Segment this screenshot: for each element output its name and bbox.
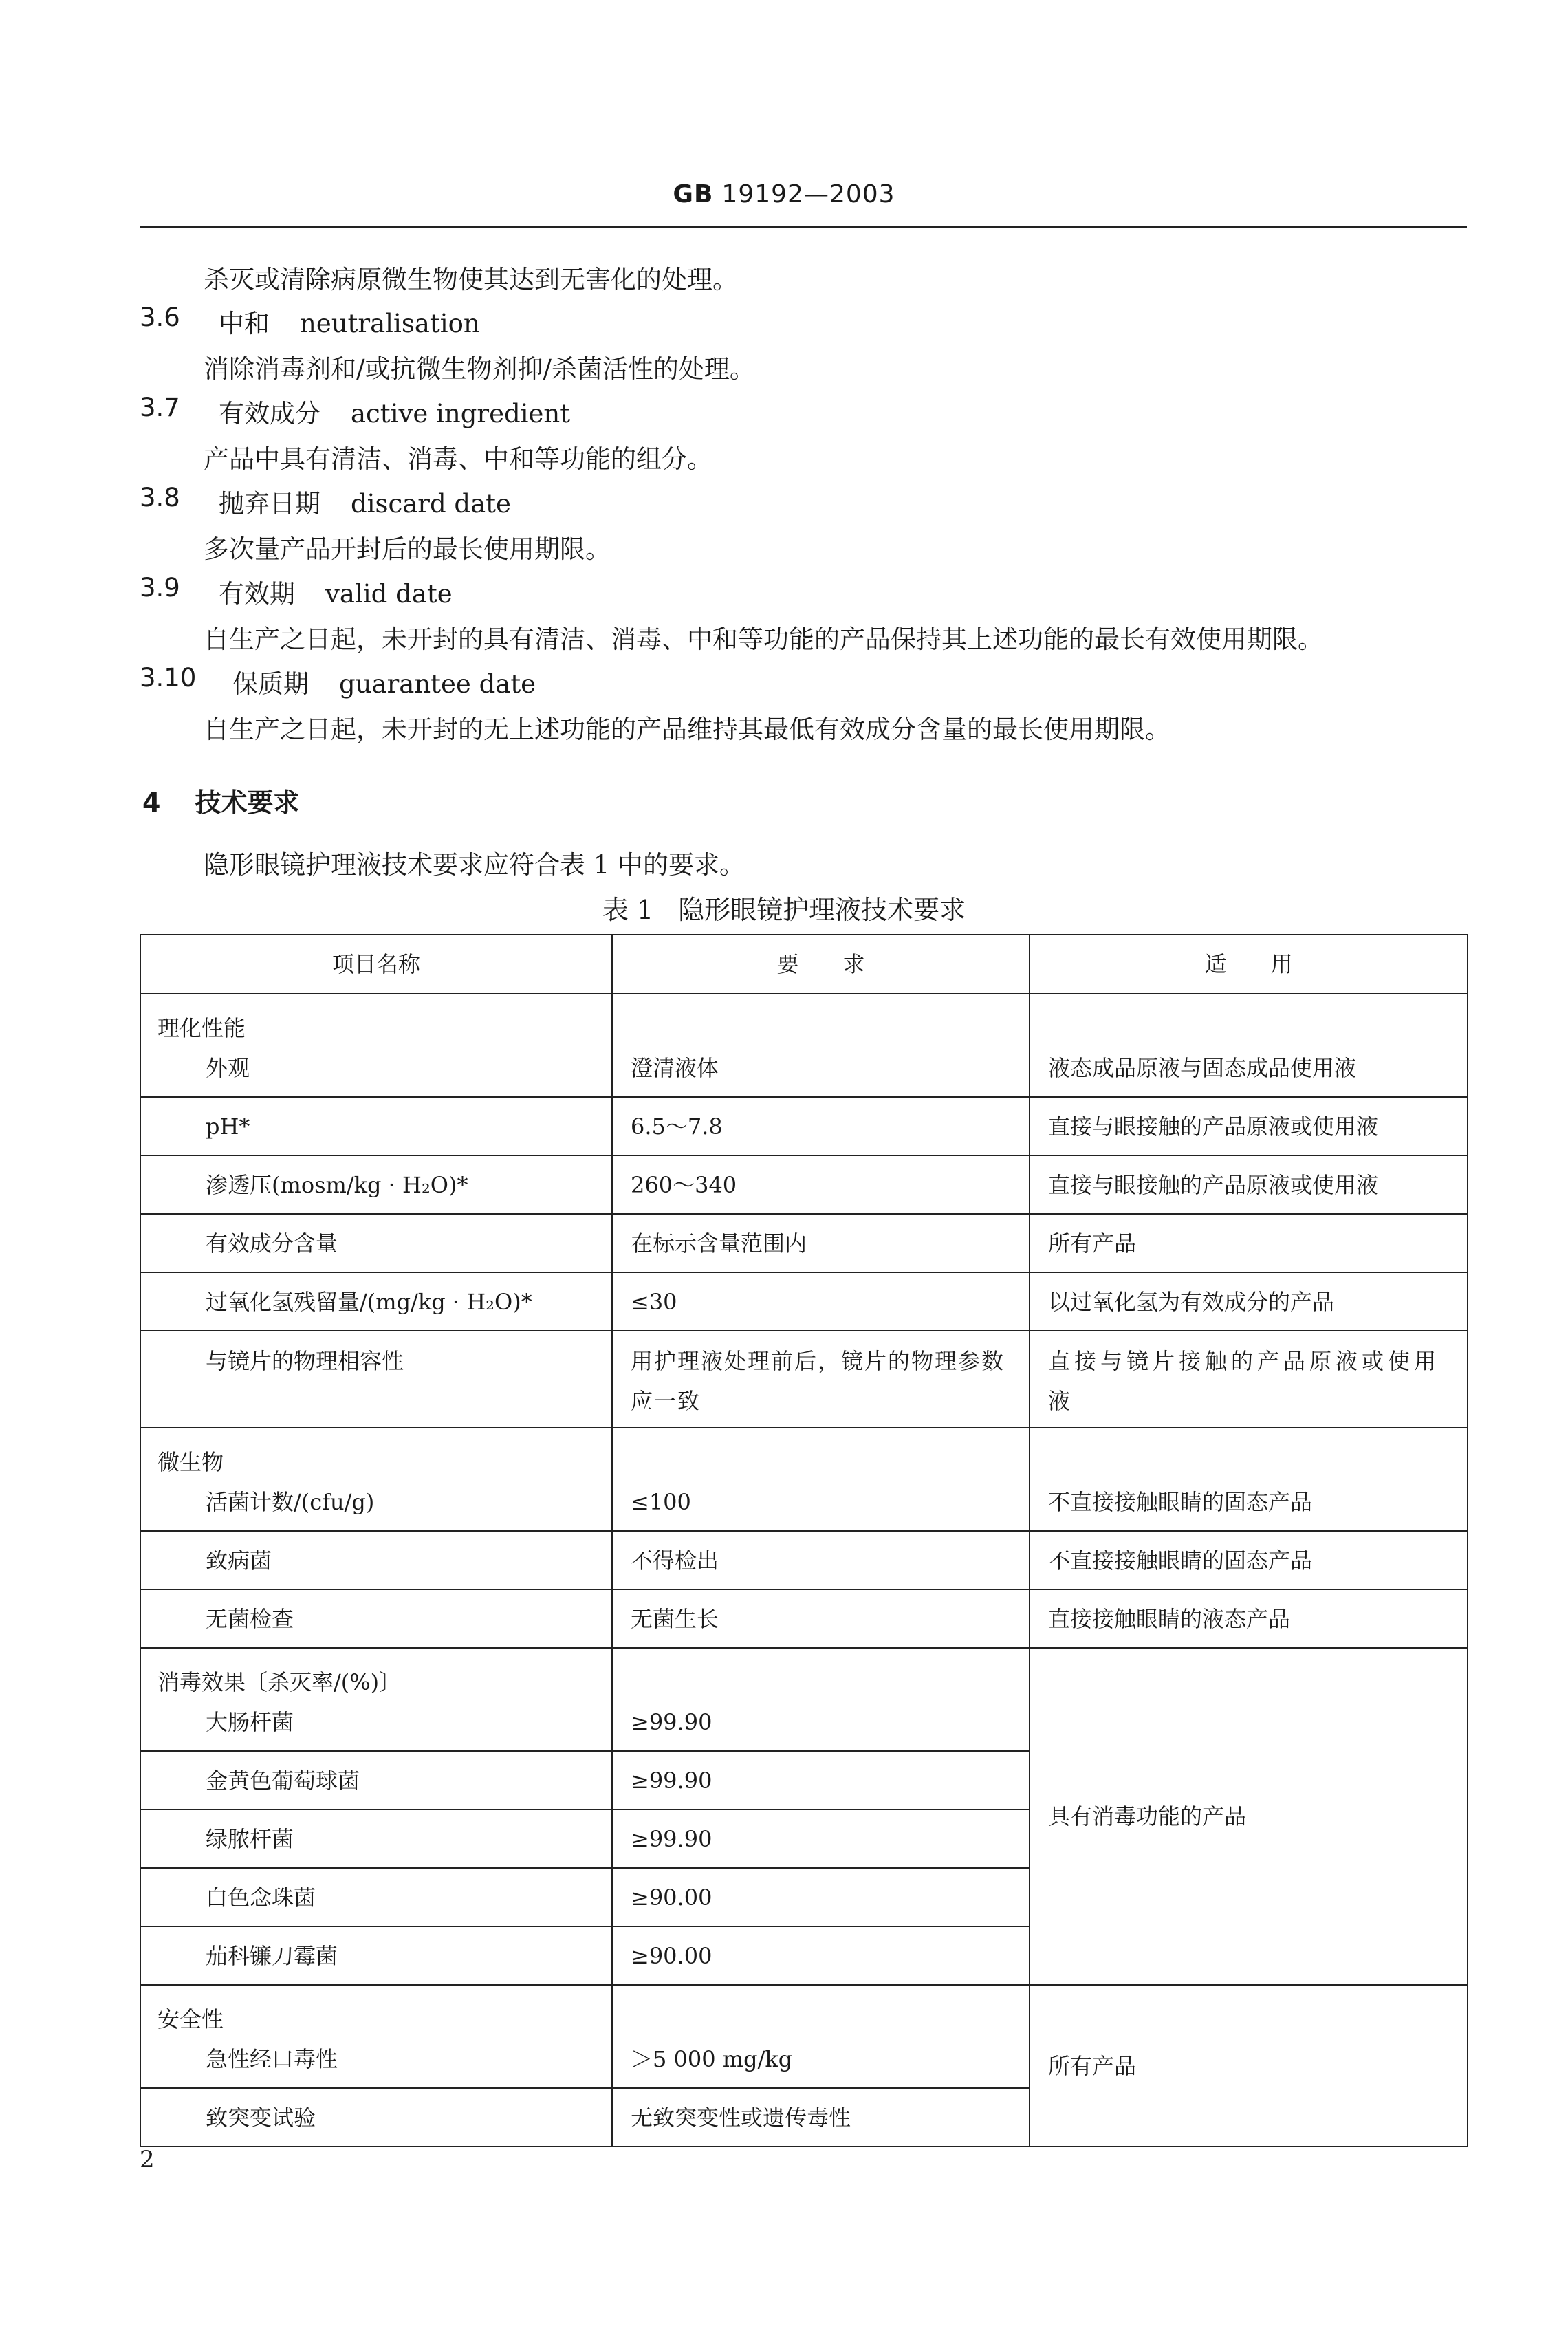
term-number: 3.8 [140, 483, 180, 512]
term-heading [219, 303, 480, 340]
term-heading [232, 663, 536, 700]
applicable-cell: 以过氧化氢为有效成分的产品 [1030, 1272, 1468, 1331]
requirement-cell: ≥99.90 [612, 1751, 1030, 1809]
table-row [140, 1155, 1468, 1214]
term-definition: 产品中具有清洁、消毒、中和等功能的组分。 [204, 444, 712, 474]
header-requirement: 要 求 [612, 935, 1030, 994]
item-name: 致突变试验 [140, 2088, 612, 2146]
group-label: 微生物 [157, 1449, 224, 1475]
group-label: 安全性 [157, 2006, 224, 2032]
requirement-cell: 在标示含量范围内 [612, 1214, 1030, 1272]
item-name: 无菌检查 [140, 1589, 612, 1648]
applicable-cell: 液态成品原液与固态成品使用液 [1030, 994, 1468, 1097]
requirement-cell: ≥99.90 [612, 1648, 1030, 1751]
term-number: 3.9 [140, 573, 180, 602]
applicable-cell: 所有产品 [1030, 1985, 1468, 2146]
header-applicable: 适 用 [1030, 935, 1468, 994]
requirement-cell: ≥99.90 [612, 1809, 1030, 1868]
intro-line: 杀灭或清除病原微生物使其达到无害化的处理。 [204, 265, 738, 294]
applicable-cell: 不直接接触眼睛的固态产品 [1030, 1531, 1468, 1589]
item-name: 过氧化氢残留量/(mg/kg · H₂O)* [140, 1272, 612, 1331]
item-cell [140, 1648, 612, 1751]
standard-code: 19192—2003 [721, 180, 895, 208]
standard-prefix: GB [673, 180, 714, 208]
requirement-cell: ≥90.00 [612, 1926, 1030, 1985]
item-name: 致病菌 [140, 1531, 612, 1589]
item-name: 活菌计数/(cfu/g) [206, 1489, 375, 1515]
requirement-cell: 用护理液处理前后，镜片的物理参数应一致 [612, 1331, 1030, 1428]
requirement-cell: 不得检出 [612, 1531, 1030, 1589]
applicable-cell: 所有产品 [1030, 1214, 1468, 1272]
term-zh: 有效成分 [219, 399, 320, 428]
header-rule [140, 226, 1467, 228]
item-name: 渗透压(mosm/kg · H₂O)* [140, 1155, 612, 1214]
term-heading [219, 393, 570, 430]
table-row [140, 1214, 1468, 1272]
section-heading [142, 781, 299, 819]
item-cell [140, 1428, 612, 1531]
table-header-row [140, 935, 1468, 994]
requirement-cell: 6.5～7.8 [612, 1097, 1030, 1155]
table-row [140, 1531, 1468, 1589]
requirement-cell: 260～340 [612, 1155, 1030, 1214]
item-name: 绿脓杆菌 [140, 1809, 612, 1868]
table-row [140, 1985, 1468, 2088]
requirement-cell: 澄清液体 [612, 994, 1030, 1097]
table-row [140, 1648, 1468, 1751]
header-item-name: 项目名称 [140, 935, 612, 994]
term-en: discard date [351, 489, 511, 519]
item-name: pH* [140, 1097, 612, 1155]
applicable-cell: 直接与眼接触的产品原液或使用液 [1030, 1155, 1468, 1214]
group-label: 理化性能 [157, 1015, 246, 1041]
item-name: 急性经口毒性 [206, 2046, 338, 2072]
item-name: 茄科镰刀霉菌 [140, 1926, 612, 1985]
term-number: 3.6 [140, 303, 180, 332]
table-row [140, 1428, 1468, 1531]
applicable-cell: 直接接触眼睛的液态产品 [1030, 1589, 1468, 1648]
requirements-table [140, 934, 1468, 2147]
table-title: 隐形眼镜护理液技术要求 [678, 895, 966, 925]
item-cell [140, 1985, 612, 2088]
requirement-cell: ≤30 [612, 1272, 1030, 1331]
table-row [140, 994, 1468, 1097]
group-label: 消毒效果〔杀灭率/(%)〕 [157, 1669, 402, 1695]
table-row [140, 1097, 1468, 1155]
applicable-cell: 不直接接触眼睛的固态产品 [1030, 1428, 1468, 1531]
term-zh: 抛弃日期 [219, 489, 320, 519]
table-label: 表 1 [602, 895, 654, 925]
applicable-cell: 直接与眼接触的产品原液或使用液 [1030, 1097, 1468, 1155]
item-name: 白色念珠菌 [140, 1868, 612, 1926]
requirement-cell: ≤100 [612, 1428, 1030, 1531]
term-number: 3.7 [140, 393, 180, 422]
term-en: active ingredient [351, 399, 571, 428]
term-definition: 自生产之日起，未开封的无上述功能的产品维持其最低有效成分含量的最长使用期限。 [204, 715, 1170, 744]
term-number: 3.10 [140, 663, 197, 693]
term-definition: 消除消毒剂和/或抗微生物剂抑/杀菌活性的处理。 [204, 354, 755, 384]
table-caption [0, 889, 1568, 926]
requirement-cell: 无菌生长 [612, 1589, 1030, 1648]
requirement-cell: ＞5 000 mg/kg [612, 1985, 1030, 2088]
document-header [0, 180, 1568, 208]
term-zh: 中和 [219, 309, 270, 338]
table-row [140, 1589, 1468, 1648]
term-heading [219, 483, 511, 520]
table-row [140, 1331, 1468, 1428]
table-row [140, 1272, 1468, 1331]
item-name: 外观 [206, 1055, 250, 1081]
term-heading [219, 573, 453, 610]
term-en: guarantee date [339, 669, 536, 699]
page-number: 2 [140, 2146, 155, 2173]
applicable-cell: 具有消毒功能的产品 [1030, 1648, 1468, 1985]
section-number: 4 [142, 787, 161, 818]
item-name: 大肠杆菌 [206, 1709, 294, 1735]
requirement-cell: ≥90.00 [612, 1868, 1030, 1926]
term-definition: 多次量产品开封后的最长使用期限。 [204, 534, 611, 564]
section-title: 技术要求 [195, 787, 300, 818]
item-name: 与镜片的物理相容性 [140, 1331, 612, 1428]
term-definition: 自生产之日起，未开封的具有清洁、消毒、中和等功能的产品保持其上述功能的最长有效使用期限。 [204, 624, 1323, 654]
term-en: neutralisation [300, 309, 480, 338]
requirement-cell: 无致突变性或遗传毒性 [612, 2088, 1030, 2146]
item-cell [140, 994, 612, 1097]
section-text: 隐形眼镜护理液技术要求应符合表 1 中的要求。 [204, 850, 745, 880]
item-name: 金黄色葡萄球菌 [140, 1751, 612, 1809]
term-zh: 保质期 [232, 669, 309, 699]
applicable-cell: 直接与镜片接触的产品原液或使用液 [1030, 1331, 1468, 1428]
item-name: 有效成分含量 [140, 1214, 612, 1272]
term-en: valid date [325, 579, 453, 609]
term-zh: 有效期 [219, 579, 295, 609]
